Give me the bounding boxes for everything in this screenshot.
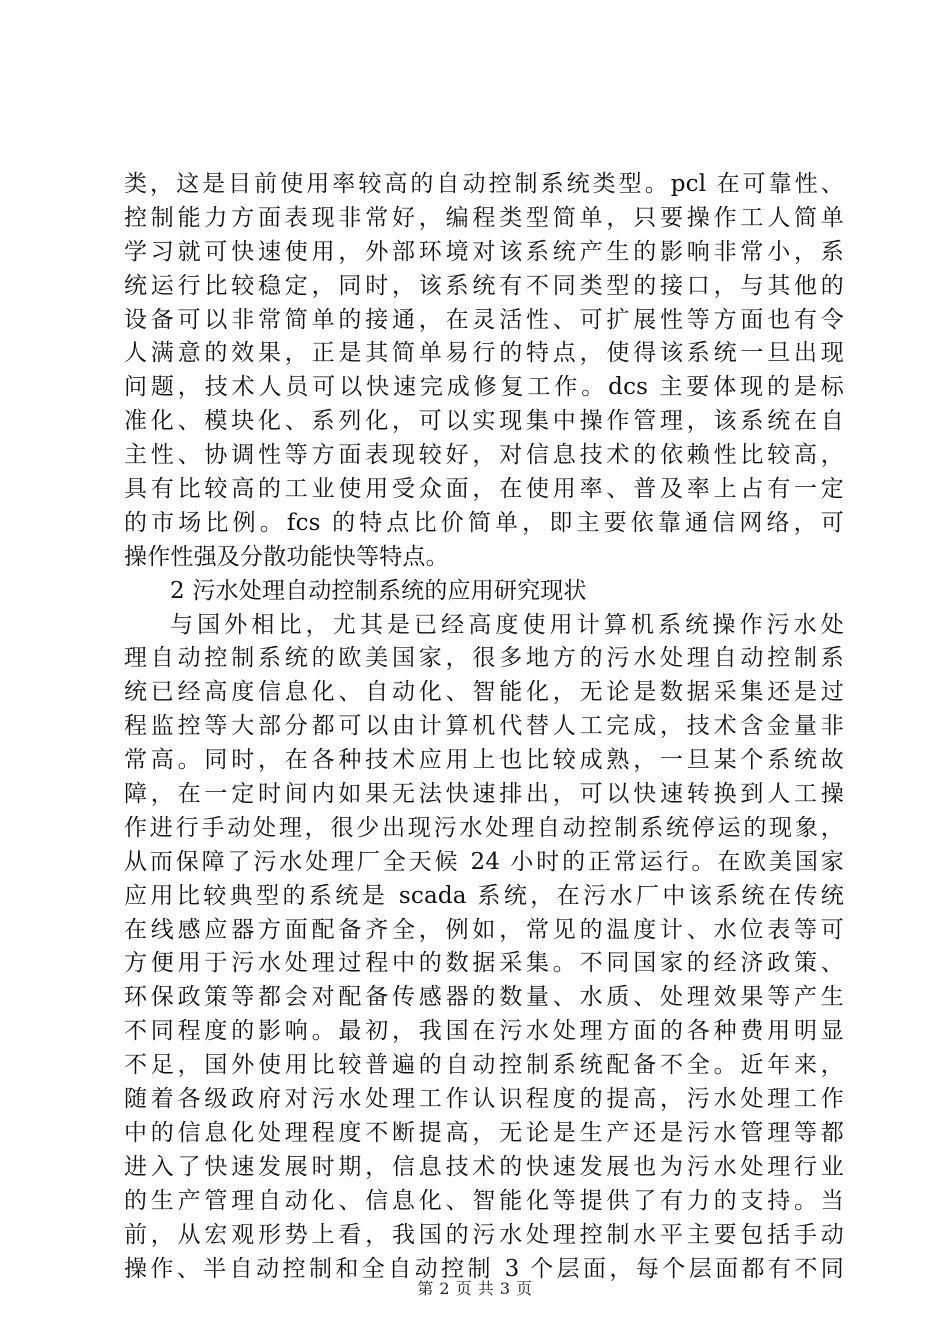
- text-line: 环保政策等都会对配备传感器的数量、水质、处理效果等产生: [124, 984, 844, 1011]
- text-line: 障，在一定时间内如果无法快速排出，可以快速转换到人工操: [124, 781, 844, 808]
- text-line: 操作性强及分散功能快等特点。: [124, 543, 449, 570]
- text-line: 常高。同时，在各种技术应用上也比较成熟，一旦某个系统故: [124, 747, 844, 774]
- text-line: 统运行比较稳定，同时，该系统有不同类型的接口，与其他的: [124, 272, 844, 299]
- text-line: 中的信息化处理程度不断提高，无论是生产还是污水管理等都: [124, 1119, 844, 1146]
- text-line: 应用比较典型的系统是 scada 系统，在污水厂中该系统在传统: [124, 882, 844, 909]
- text-line: 准化、模块化、系列化，可以实现集中操作管理，该系统在自: [124, 408, 844, 435]
- page-footer: 第 2 页 共 3 页: [417, 1279, 533, 1298]
- text-line: 的市场比例。fcs 的特点比价简单，即主要依靠通信网络，可: [124, 509, 844, 536]
- text-line: 的生产管理自动化、信息化、智能化等提供了有力的支持。当: [124, 1187, 844, 1214]
- text-line: 类，这是目前使用率较高的自动控制系统类型。pcl 在可靠性、: [124, 171, 844, 197]
- text-line: 理自动控制系统的欧美国家，很多地方的污水处理自动控制系: [124, 645, 844, 672]
- text-line: 从而保障了污水处理厂全天候 24 小时的正常运行。在欧美国家: [124, 848, 844, 875]
- text-line: 作进行手动处理，很少出现污水处理自动控制系统停运的现象，: [124, 814, 844, 841]
- text-line: 控制能力方面表现非常好，编程类型简单，只要操作工人简单: [124, 204, 844, 231]
- text-line: 随着各级政府对污水处理工作认识程度的提高，污水处理工作: [124, 1086, 844, 1113]
- text-line: 统已经高度信息化、自动化、智能化，无论是数据采集还是过: [124, 679, 844, 706]
- text-line: 问题，技术人员可以快速完成修复工作。dcs 主要体现的是标: [124, 374, 844, 401]
- text-line: 人满意的效果，正是其简单易行的特点，使得该系统一旦出现: [124, 340, 844, 367]
- text-line: 操作、半自动控制和全自动控制 3 个层面，每个层面都有不同: [124, 1255, 844, 1282]
- text-line: 前，从宏观形势上看，我国的污水处理控制水平主要包括手动: [124, 1221, 844, 1248]
- text-line: 具有比较高的工业使用受众面，在使用率、普及率上占有一定: [124, 476, 844, 503]
- body-text: [124, 168, 844, 1286]
- text-line: 主性、协调性等方面表现较好，对信息技术的依赖性比较高，: [124, 442, 844, 469]
- text-line: 进入了快速发展时期，信息技术的快速发展也为污水处理行业: [124, 1153, 844, 1180]
- text-line: 设备可以非常简单的接通，在灵活性、可扩展性等方面也有令: [124, 306, 844, 333]
- text-line: 不足，国外使用比较普遍的自动控制系统配备不全。近年来，: [124, 1052, 844, 1079]
- text-line: 在线感应器方面配备齐全，例如，常见的温度计、水位表等可: [124, 916, 844, 943]
- text-line: 方便用于污水处理过程中的数据采集。不同国家的经济政策、: [124, 950, 844, 977]
- text-line: 程监控等大部分都可以由计算机代替人工完成，技术含金量非: [124, 713, 844, 740]
- section-heading: 2 污水处理自动控制系统的应用研究现状: [170, 577, 587, 604]
- text-line: 不同程度的影响。最初，我国在污水处理方面的各种费用明显: [124, 1018, 844, 1045]
- text-line: 与国外相比，尤其是已经高度使用计算机系统操作污水处: [170, 611, 844, 638]
- text-line: 学习就可快速使用，外部环境对该系统产生的影响非常小，系: [124, 238, 844, 265]
